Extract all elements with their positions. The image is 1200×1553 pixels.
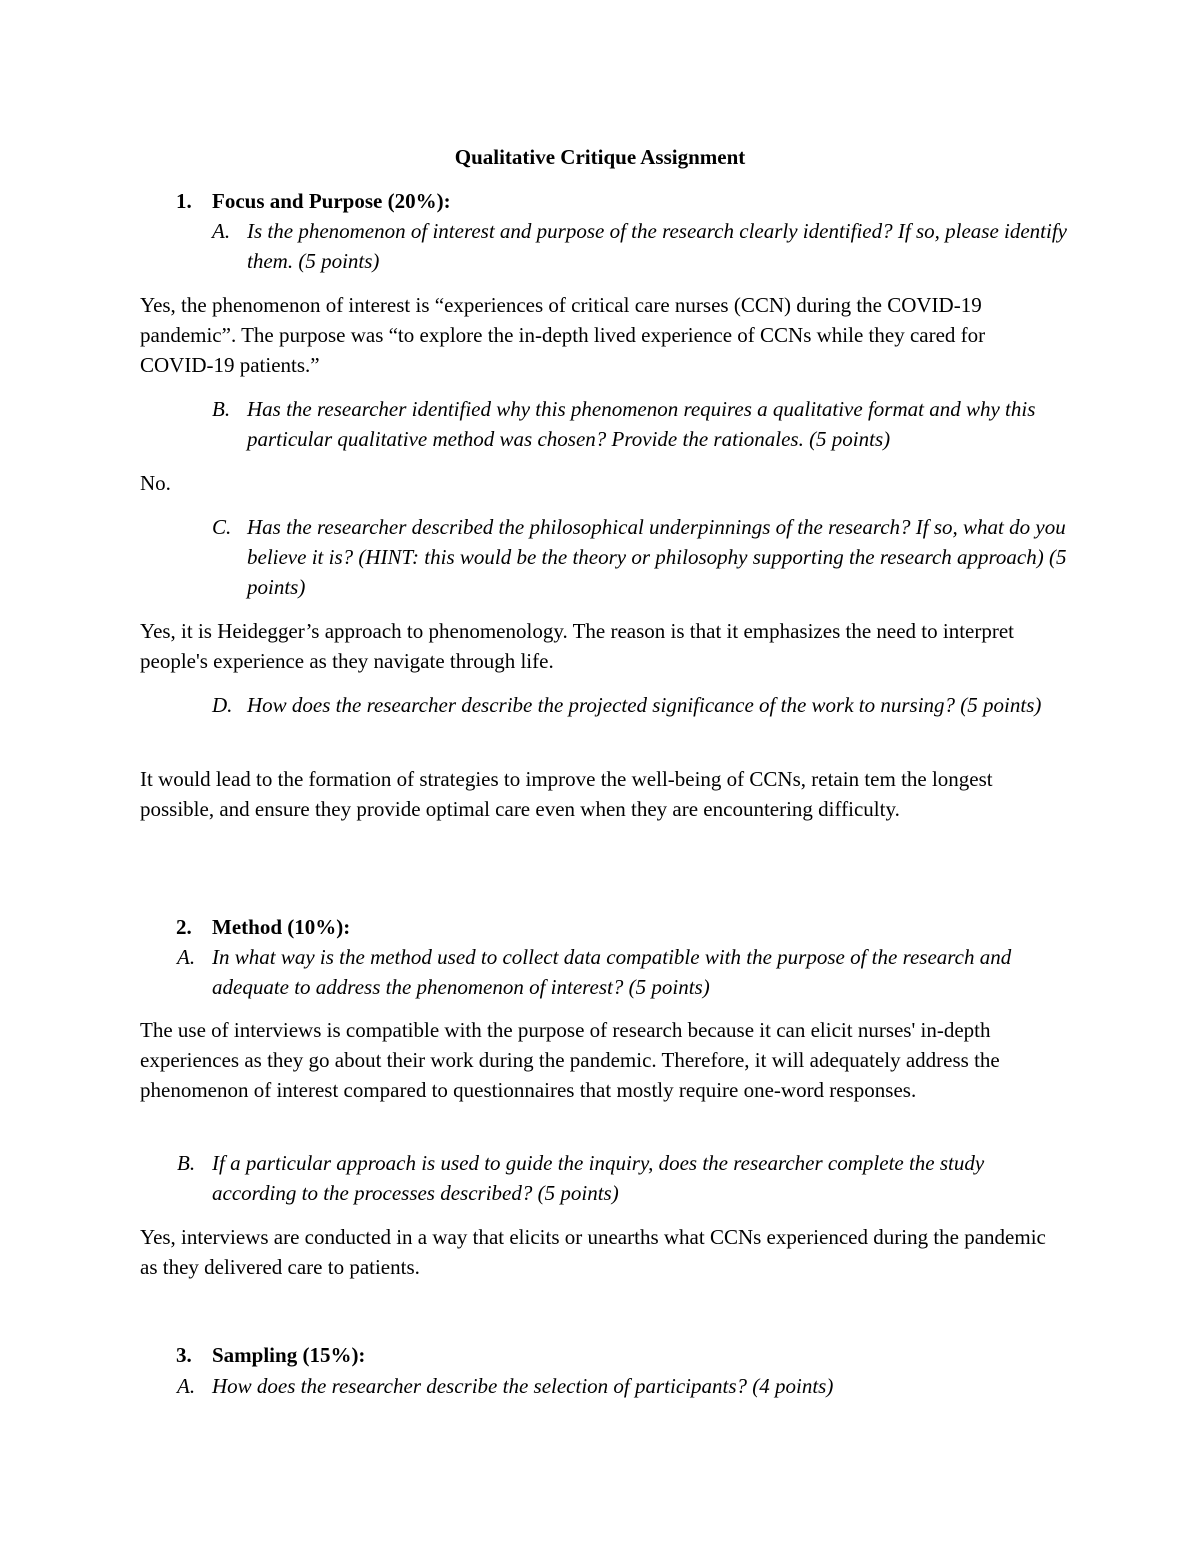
section-number: 1.	[176, 189, 192, 213]
question-text: Has the researcher identified why this phenomenon requires a qualitative format and why this particular qualitative method was chosen? Provide the rationales. (5 points)	[247, 397, 1036, 451]
section-title: Method (10%):	[212, 915, 351, 939]
question-text: Has the researcher described the philosophical underpinnings of the research? If so, what do you believe it is? (HINT: this would be the theory or philosophy supporting the research approach) (5 points)	[247, 515, 1067, 599]
section-1-heading	[176, 187, 451, 215]
question-letter: A.	[177, 945, 196, 969]
question-text: In what way is the method used to collect data compatible with the purpose of the research and adequate to address the phenomenon of interest? (5 points)	[212, 945, 1012, 999]
question-letter: A.	[177, 1374, 196, 1398]
section-2-heading	[176, 913, 350, 941]
section-number: 2.	[176, 915, 192, 939]
document-title: Qualitative Critique Assignment	[454, 145, 746, 169]
question-2b	[177, 1148, 1052, 1208]
question-letter: D.	[212, 693, 233, 717]
question-1d	[212, 690, 1067, 720]
answer-2a: The use of interviews is compatible with the purpose of research because it can elicit nurses' in-depth experiences as they go about their work during the pandemic. Therefore, it will adequately address the phenomenon of interest compared to questionnaires that mostly require one-word responses.	[140, 1018, 1000, 1102]
answer-1c: Yes, it is Heidegger’s approach to phenomenology. The reason is that it emphasizes the need to interpret people's experience as they navigate through life.	[140, 619, 1015, 673]
section-number: 3.	[176, 1343, 192, 1367]
question-letter: B.	[212, 397, 231, 421]
question-1b	[212, 394, 1067, 454]
answer-1b: No.	[140, 471, 171, 495]
question-text: Is the phenomenon of interest and purpose of the research clearly identified? If so, please identify them. (5 points)	[247, 219, 1067, 273]
question-text: If a particular approach is used to guide the inquiry, does the researcher complete the study according to the processes described? (5 points)	[212, 1151, 985, 1205]
section-title: Focus and Purpose (20%):	[212, 189, 451, 213]
question-text: How does the researcher describe the selection of participants? (4 points)	[212, 1374, 834, 1398]
section-3-heading	[176, 1341, 365, 1369]
question-letter: B.	[177, 1151, 196, 1175]
answer-2b: Yes, interviews are conducted in a way that elicits or unearths what CCNs experienced during the pandemic as they delivered care to patients.	[140, 1225, 1046, 1279]
section-title: Sampling (15%):	[212, 1343, 366, 1367]
answer-1d: It would lead to the formation of strategies to improve the well-being of CCNs, retain tem the longest possible, and ensure they provide optimal care even when they are encountering difficulty.	[140, 767, 993, 821]
question-text: How does the researcher describe the projected significance of the work to nursing? (5 points)	[247, 693, 1042, 717]
question-3a	[177, 1371, 1052, 1401]
question-1c	[212, 512, 1067, 602]
question-letter: A.	[212, 219, 231, 243]
question-letter: C.	[212, 515, 232, 539]
question-1a	[212, 216, 1067, 276]
answer-1a: Yes, the phenomenon of interest is “experiences of critical care nurses (CCN) during the COVID-19 pandemic”. The purpose was “to explore the in-depth lived experience of CCNs while they cared for COVID-19 patients.”	[140, 293, 986, 377]
question-2a	[177, 942, 1052, 1002]
